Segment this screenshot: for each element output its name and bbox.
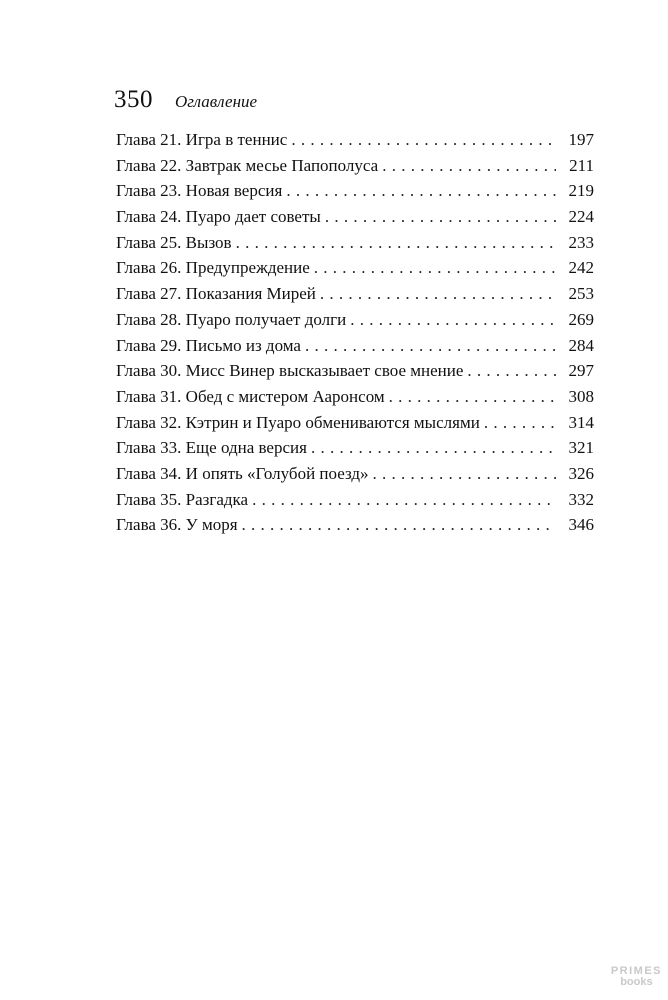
toc-entry-title: Глава 26. Предупреждение <box>116 258 310 278</box>
toc-entry-page: 253 <box>568 284 594 304</box>
dot-leader <box>314 258 556 278</box>
toc-entry-page: 297 <box>568 361 594 381</box>
toc-entry-page: 284 <box>568 335 594 355</box>
toc-entry[interactable] <box>116 413 594 439</box>
toc-entry[interactable] <box>116 387 594 413</box>
dot-leader <box>382 156 556 176</box>
dot-leader <box>373 464 556 484</box>
toc-entry-page: 242 <box>568 258 594 278</box>
toc-entry-title: Глава 33. Еще одна версия <box>116 438 307 458</box>
toc-entry-title: Глава 30. Мисс Винер высказывает свое мнение <box>116 361 464 381</box>
toc-entry-title: Глава 31. Обед с мистером Ааронсом <box>116 386 385 406</box>
toc-entry-page: 224 <box>568 207 594 227</box>
toc-entry-title: Глава 24. Пуаро дает советы <box>116 207 321 227</box>
toc-entry-page: 346 <box>568 515 594 535</box>
toc-entry-title: Глава 23. Новая версия <box>116 181 283 201</box>
dot-leader <box>350 310 556 330</box>
toc-entry-title: Глава 28. Пуаро получает долги <box>116 309 347 329</box>
dot-leader <box>389 387 556 407</box>
toc-entry-page: 211 <box>569 155 594 175</box>
toc-entry[interactable] <box>116 361 594 387</box>
toc-entry-page: 219 <box>568 181 594 201</box>
toc-entry[interactable] <box>116 130 594 156</box>
toc-entry[interactable] <box>116 515 594 541</box>
watermark-line-2: books <box>620 976 653 988</box>
dot-leader <box>484 413 556 433</box>
table-of-contents <box>116 130 594 541</box>
dot-leader <box>236 233 556 253</box>
toc-entry[interactable] <box>116 284 594 310</box>
dot-leader <box>286 181 556 201</box>
toc-entry-page: 197 <box>568 130 594 149</box>
toc-entry-title: Глава 32. Кэтрин и Пуаро обмениваются мыслями <box>116 412 480 432</box>
dot-leader <box>467 361 556 381</box>
toc-entry-page: 233 <box>568 232 594 252</box>
dot-leader <box>320 284 556 304</box>
toc-entry-title: Глава 22. Завтрак месье Папополуса <box>116 155 379 175</box>
dot-leader <box>311 438 556 458</box>
dot-leader <box>305 336 556 356</box>
page-number: 350 <box>114 86 153 113</box>
toc-entry-title: Глава 36. У моря <box>116 515 238 535</box>
publisher-watermark <box>611 966 662 988</box>
toc-entry-title: Глава 25. Вызов <box>116 232 232 252</box>
toc-entry[interactable] <box>116 438 594 464</box>
dot-leader <box>242 515 556 535</box>
toc-entry-title: Глава 27. Показания Мирей <box>116 284 316 304</box>
toc-entry-page: 332 <box>568 489 594 509</box>
toc-entry-title: Глава 21. Игра в теннис <box>116 130 288 149</box>
page-header <box>114 86 257 114</box>
toc-entry[interactable] <box>116 336 594 362</box>
toc-entry-page: 326 <box>568 463 594 483</box>
toc-entry-page: 321 <box>568 438 594 458</box>
toc-entry-title: Глава 34. И опять «Голубой поезд» <box>116 463 369 483</box>
toc-entry[interactable] <box>116 310 594 336</box>
toc-entry[interactable] <box>116 181 594 207</box>
toc-entry[interactable] <box>116 258 594 284</box>
toc-entry-title: Глава 29. Письмо из дома <box>116 335 301 355</box>
watermark-line-1: PRIMES <box>610 965 662 977</box>
dot-leader <box>325 207 556 227</box>
toc-entry-title: Глава 35. Разгадка <box>116 489 249 509</box>
running-title: Оглавление <box>175 92 258 111</box>
toc-entry-page: 269 <box>568 309 594 329</box>
toc-entry[interactable] <box>116 233 594 259</box>
toc-entry-page: 314 <box>568 412 594 432</box>
toc-entry-page: 308 <box>568 386 594 406</box>
dot-leader <box>252 490 556 510</box>
toc-entry[interactable] <box>116 207 594 233</box>
dot-leader <box>291 130 556 150</box>
toc-entry[interactable] <box>116 464 594 490</box>
toc-entry[interactable] <box>116 490 594 516</box>
toc-entry[interactable] <box>116 156 594 182</box>
